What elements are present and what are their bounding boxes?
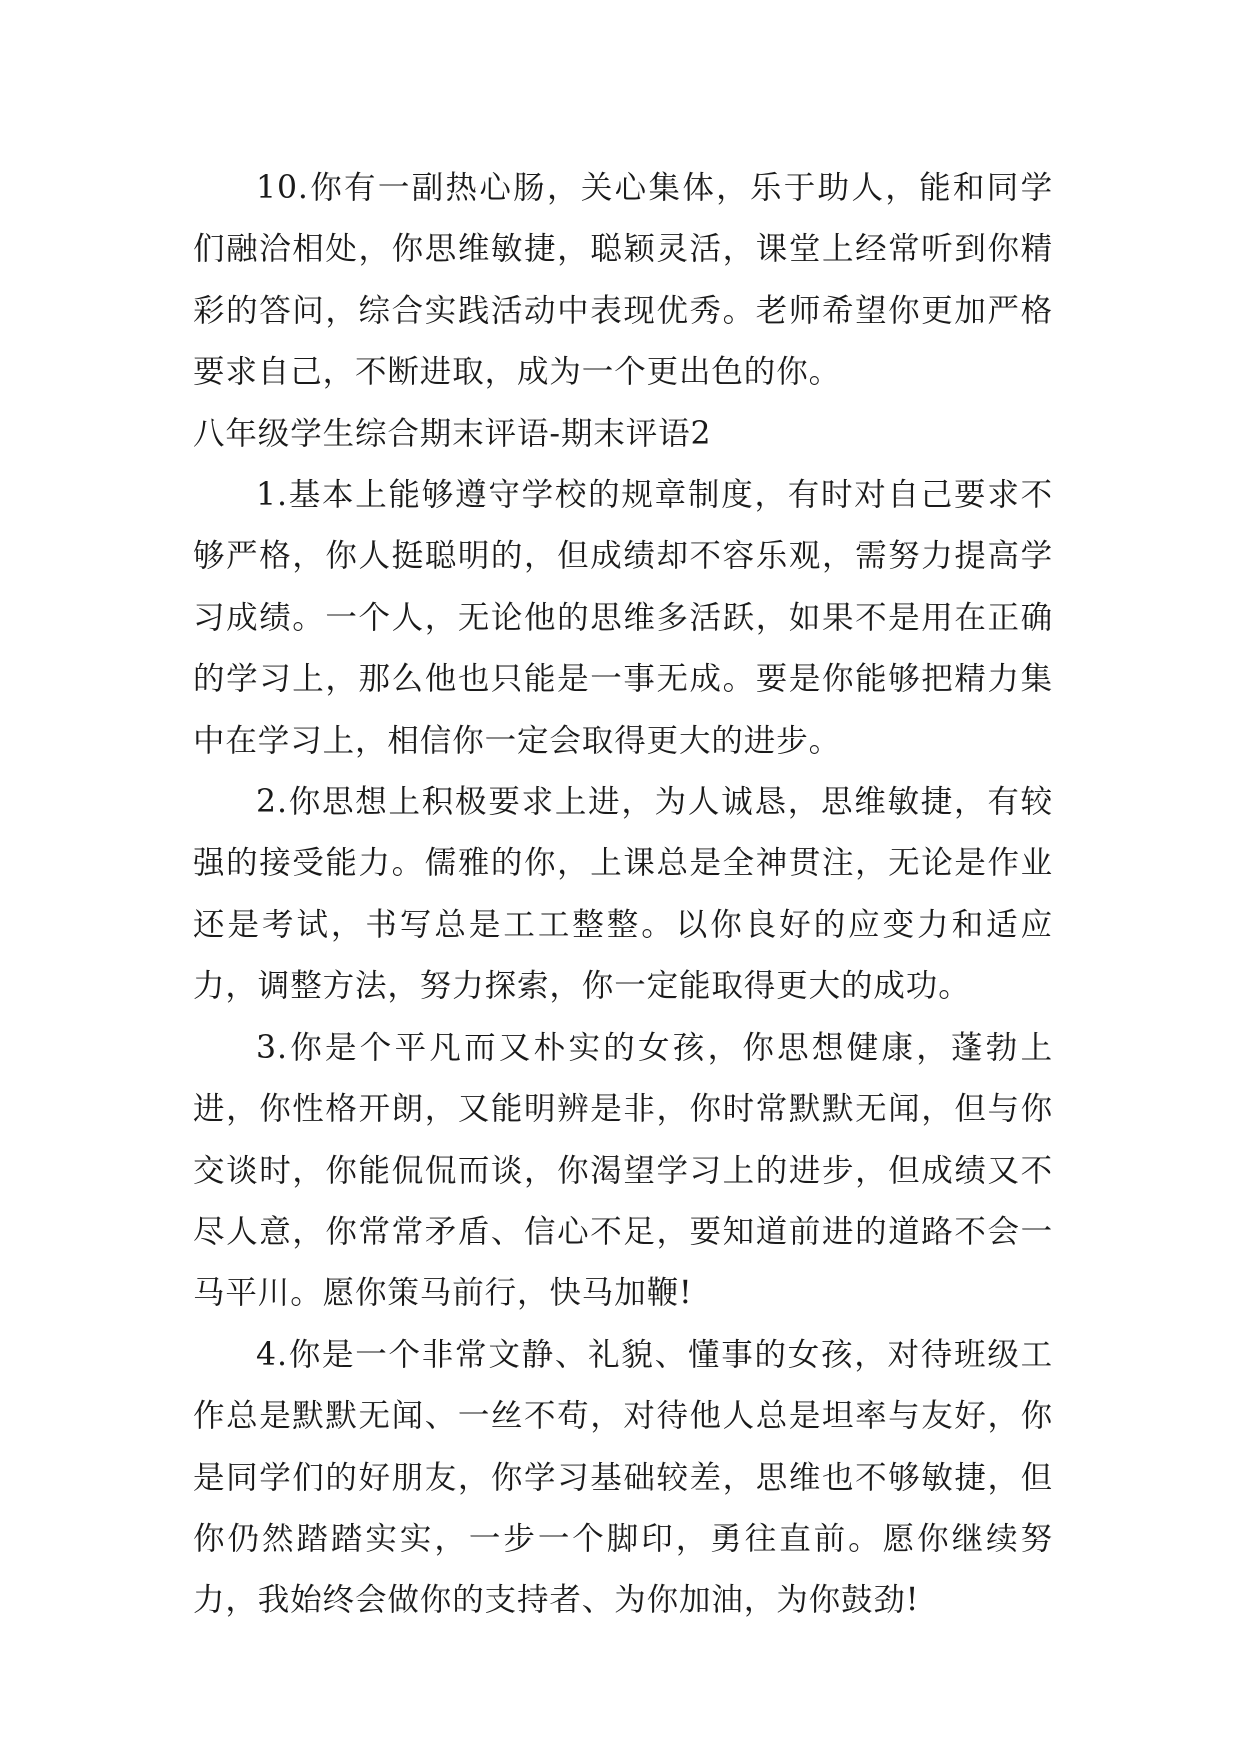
comment-paragraph-3: 3.你是个平凡而又朴实的女孩，你思想健康，蓬勃上进，你性格开朗，又能明辨是非，你时常默默无闻，但与你交谈时，你能侃侃而谈，你渴望学习上的进步，但成绩又不尽人意，你常常矛盾、信心不足，要知道前进的道路不会一马平川。愿你策马前行，快马加鞭! [193, 1029, 1053, 1312]
comment-paragraph-10: 10.你有一副热心肠，关心集体，乐于助人，能和同学们融洽相处，你思维敏捷，聪颖灵活，课堂上经常听到你精彩的答问，综合实践活动中表现优秀。老师希望你更加严格要求自己，不断进取，成为一个更出色的你。 [193, 170, 1053, 391]
comment-paragraph-2: 2.你思想上积极要求上进，为人诚恳，思维敏捷，有较强的接受能力。儒雅的你，上课总是全神贯注，无论是作业还是考试，书写总是工工整整。以你良好的应变力和适应力，调整方法，努力探索，你一定能取得更大的成功。 [193, 784, 1053, 1005]
comment-paragraph-1: 1.基本上能够遵守学校的规章制度，有时对自己要求不够严格，你人挺聪明的，但成绩却不容乐观，需努力提高学习成绩。一个人，无论他的思维多活跃，如果不是用在正确的学习上，那么他也只能是一事无成。要是你能够把精力集中在学习上，相信你一定会取得更大的进步。 [193, 477, 1053, 759]
section-heading: 八年级学生综合期末评语-期末评语2 [193, 415, 712, 452]
comment-paragraph-4: 4.你是一个非常文静、礼貌、懂事的女孩，对待班级工作总是默默无闻、一丝不苟，对待他人总是坦率与友好，你是同学们的好朋友，你学习基础较差，思维也不够敏捷，但你仍然踏踏实实，一步一个脚印，勇往直前。愿你继续努力，我始终会做你的支持者、为你加油，为你鼓劲! [193, 1336, 1053, 1619]
document-body [193, 158, 1053, 1632]
